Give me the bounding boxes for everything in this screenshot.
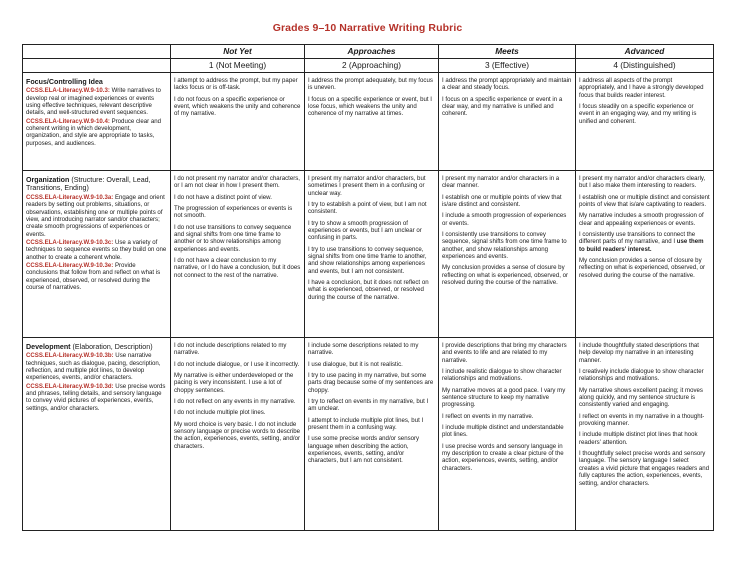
descriptor-text: I include some descriptions related to my narrative.: [308, 342, 419, 357]
descriptor-text: I use dialogue, but it is not realistic.: [308, 360, 403, 368]
standard-text: Use narrative techniques, such as dialogue, pacing, description, reflection, and multiple plot lines, to develop experiences, events, and/or characters.: [26, 352, 161, 382]
rubric-row-focus: [23, 73, 714, 171]
level-header-row: [23, 45, 714, 59]
descriptor-text: I provide descriptions that bring my characters and events to life and are related to my narrative.: [442, 342, 567, 364]
descriptor-text: My narrative shows excellent pacing; it moves along quickly, and my sentence structure is consistently varied and engaging.: [579, 386, 703, 409]
descriptor-text: My conclusion provides a sense of closure by reflecting on what is experienced, observed, or resolved during the course of the narrative.: [442, 264, 569, 287]
descriptor-text: I focus steadily on a specific experience or event in an engaging way, and my writing is unified and coherent.: [579, 103, 697, 125]
descriptor-text: I try to show a smooth progression of experiences or events, but I am unclear or confusing in parts.: [308, 219, 422, 242]
standard-text: Use precise words and phrases, telling details, and sensory language to convey vivid pictures of experiences, events, settings, and/or characters.: [26, 382, 166, 412]
descriptor-text: I do not include multiple plot lines.: [174, 409, 266, 417]
criterion-name: Development: [26, 343, 71, 351]
descriptor-text: I do not focus on a specific experience or event, which weakens the unity and coherence of my narrative.: [174, 95, 301, 118]
standard-code: CCSS.ELA-Literacy.W.9-10.3:: [26, 87, 110, 95]
descriptor-cell: [305, 171, 439, 338]
descriptor-text: I present my narrator and/or characters clearly, but I also make them interesting to readers.: [579, 175, 706, 190]
level-header: Approaches: [305, 45, 439, 59]
standard-item: [26, 239, 167, 261]
criterion-cell: [23, 73, 171, 171]
descriptor-text: I attempt to address the prompt, but my paper lacks focus or is off-task.: [174, 77, 298, 92]
standard-text: Use a variety of techniques to sequence events so they build on one another to create a coherent whole.: [26, 238, 167, 261]
standard-code: CCSS.ELA-Literacy.W.9-10.3c:: [26, 238, 114, 246]
descriptor-text: I do not present my narrator and/or characters, or I am not clear in how I present them.: [174, 175, 300, 190]
criterion-cell: [23, 338, 171, 531]
descriptor-text: I use some precise words and/or sensory language when describing the action, experiences, events, setting, and/or characters, but I am not consistent.: [308, 435, 420, 465]
descriptor-text: I reflect on events in my narrative in a thought-provoking manner.: [579, 412, 705, 428]
descriptor-cell: [439, 171, 576, 338]
descriptor-text: I present my narrator and/or characters in a clear manner.: [442, 175, 560, 190]
standard-code: CCSS.ELA-Literacy.W.9-10.3a:: [26, 193, 114, 201]
descriptor-text: I focus on a specific experience or event in a clear way, and my narrative is unified and coherent.: [442, 95, 563, 118]
descriptor-text: I address the prompt adequately, but my focus is uneven.: [308, 77, 433, 92]
score-header: 4 (Distinguished): [576, 59, 714, 73]
rubric-title: Grades 9–10 Narrative Writing Rubric: [272, 22, 463, 34]
descriptor-text: I try to reflect on events in my narrative, but I am unclear.: [308, 398, 429, 413]
standard-text: Provide conclusions that follow from and reflect on what is experienced, observed, or resolved during the course of narratives.: [26, 261, 161, 291]
criterion-cell: [23, 171, 171, 338]
standard-code: CCSS.ELA-Literacy.W.9-10.3d:: [26, 382, 114, 390]
descriptor-text: I thoughtfully select precise words and sensory language. The sensory language I select creates a vivid picture that engages readers and fully captures the action, experiences, events, setting, and/or characters.: [579, 450, 710, 487]
criterion-title: [26, 343, 167, 351]
standard-item: [26, 352, 167, 381]
descriptor-text: My narrative is either underdeveloped or the pacing is very inconsistent. I use a lot of choppy sentences.: [174, 372, 294, 394]
score-header: 1 (Not Meeting): [171, 59, 305, 73]
descriptor-text: I consistently use transitions to convey sequence, signal shifts from one time frame to another, and show relationships among experiences and events.: [442, 231, 567, 261]
corner-cell: [23, 45, 171, 59]
standard-item: [26, 383, 167, 412]
score-header: 2 (Approaching): [305, 59, 439, 73]
descriptor-text: I reflect on events in my narrative.: [442, 412, 534, 420]
criterion-subtitle: (Structure: Overall, Lead, Transitions, Ending): [26, 176, 151, 193]
level-header: Not Yet: [171, 45, 305, 59]
descriptor-cell: [305, 338, 439, 531]
standard-item: [26, 118, 167, 147]
criterion-name: Organization: [26, 176, 70, 184]
descriptor-text: I establish one or multiple distinct and consistent points of view that is/are captivating to readers.: [579, 193, 710, 209]
descriptor-cell: [171, 73, 305, 171]
descriptor-text: My narrative moves at a good pace. I vary my sentence structure to keep my narrative progressing.: [442, 386, 566, 409]
descriptor-text: I attempt to include multiple plot lines, but I present them in a confusing way.: [308, 416, 424, 432]
descriptor-cell: [439, 73, 576, 171]
descriptor-text: I do not have a clear conclusion to my narrative, or I do have a conclusion, but it does not connect to the rest of the narrative.: [174, 257, 301, 279]
standard-code: CCSS.ELA-Literacy.W.9-10.4:: [26, 117, 110, 125]
descriptor-cell: [439, 338, 576, 531]
descriptor-text: I address the prompt appropriately and maintain a clear and steady focus.: [442, 77, 572, 92]
rubric-row-organization: [23, 171, 714, 338]
criterion-title: [26, 176, 167, 193]
descriptor-text: I address all aspects of the prompt appropriately, and I have a strongly developed focus that builds reader interest.: [579, 77, 704, 99]
descriptor-text: I include thoughtfully stated descriptions that help develop my narrative in an interesting manner.: [579, 342, 699, 364]
descriptor-text: I use precise words and sensory language in my description to create a clear picture of the action, experiences, events, setting, and/or characters.: [442, 442, 564, 472]
descriptor-cell: [576, 73, 714, 171]
level-header: Meets: [439, 45, 576, 59]
emphasized-text: use them to build readers' interest.: [579, 238, 704, 253]
descriptor-text: I do not include descriptions related to my narrative.: [174, 342, 287, 357]
standard-code: CCSS.ELA-Literacy.W.9-10.3e:: [26, 261, 114, 269]
descriptor-text: I try to use transitions to convey sequence, signal shifts from one time frame to another, and show relationships among experiences and events, but I am not consistent.: [308, 245, 427, 275]
descriptor-text: I do not include dialogue, or I use it incorrectly.: [174, 360, 300, 368]
descriptor-text: I try to establish a point of view, but I am not consistent.: [308, 201, 427, 216]
standard-item: [26, 87, 167, 116]
descriptor-text: My word choice is very basic. I do not include sensory language or precise words to describe the action, experiences, events, setting, and/or characters.: [174, 420, 301, 450]
descriptor-text: I do not have a distinct point of view.: [174, 193, 272, 201]
score-header: 3 (Effective): [439, 59, 576, 73]
descriptor-text: I creatively include dialogue to show character relationships and motivations.: [579, 368, 704, 383]
standard-item: [26, 262, 167, 291]
descriptor-text: I do not reflect on any events in my narrative.: [174, 398, 296, 406]
level-header: Advanced: [576, 45, 714, 59]
criterion-name: Focus/Controlling Idea: [26, 78, 103, 86]
descriptor-text: I have a conclusion, but it does not reflect on what is experienced, observed, or resolved during the course of the narrative.: [308, 279, 429, 301]
criterion-title: [26, 78, 167, 86]
descriptor-text: I establish one or multiple points of view that is/are distinct and consistent.: [442, 193, 562, 209]
descriptor-cell: [576, 171, 714, 338]
rubric-table: [22, 44, 714, 531]
standard-code: CCSS.ELA-Literacy.W.9-10.3b:: [26, 352, 114, 360]
descriptor-text: I include multiple distinct and understandable plot lines.: [442, 424, 564, 439]
descriptor-text: I include a smooth progression of experiences or events.: [442, 212, 567, 227]
descriptor-cell: [305, 73, 439, 171]
descriptor-cell: [171, 171, 305, 338]
descriptor-text: I do not use transitions to convey sequence and signal shifts from one time frame to another or to show relationships among experiences and events.: [174, 223, 292, 253]
standard-item: [26, 194, 167, 238]
standard-text: Write narratives to develop real or imagined experiences or events using effective techniques, relevant descriptive details, and well-structured event sequences.: [26, 87, 161, 117]
criterion-subtitle: (Elaboration, Description): [70, 343, 153, 351]
descriptor-text: I consistently use transitions to connect the different parts of my narrative, and I use them to build readers' interest.: [579, 231, 704, 253]
descriptor-text: I present my narrator and/or characters, but sometimes I present them in a confusing or unclear way.: [308, 175, 426, 197]
score-header-row: [23, 59, 714, 73]
descriptor-text: I include multiple distinct plot lines that hook readers' attention.: [579, 431, 698, 446]
descriptor-text: My narrative includes a smooth progression of clear and appealing experiences or events.: [579, 212, 704, 227]
descriptor-text: I focus on a specific experience or event, but I lose focus, which weakens the unity and coherence of my narrative at times.: [308, 95, 432, 118]
descriptor-text: My conclusion provides a sense of closure by reflecting on what is experienced, observed, or resolved during the course of the narrative.: [579, 257, 706, 279]
rubric-row-development: [23, 338, 714, 531]
corner-cell: [23, 59, 171, 73]
descriptor-text: I try to use pacing in my narrative, but some parts drag because some of my sentences are choppy.: [308, 372, 434, 394]
standard-text: Produce clear and coherent writing in which development, organization, and style are appropriate to tasks, purposes, and audiences.: [26, 117, 162, 147]
descriptor-text: I include realistic dialogue to show character relationships and motivations.: [442, 368, 562, 383]
descriptor-cell: [576, 338, 714, 531]
descriptor-cell: [171, 338, 305, 531]
descriptor-text: The progression of experiences or events is not smooth.: [174, 205, 293, 220]
standard-text: Engage and orient readers by setting out problems, situations, or observations, establishing one or multiple points of view, and introducing narrator sand/or characters; create smooth progressions of experiences or events.: [26, 193, 165, 238]
